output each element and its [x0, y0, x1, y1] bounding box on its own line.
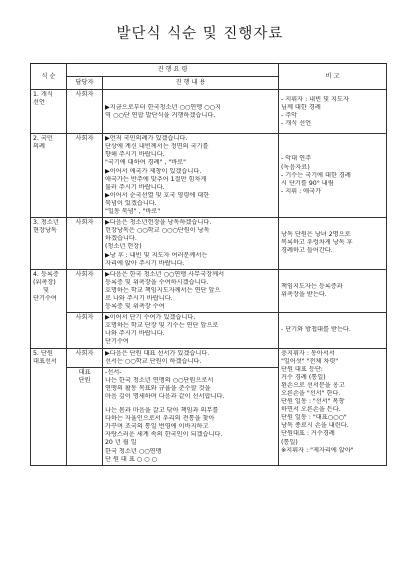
content-line: ▶다음은 청소년헌장을 낭독하겠습니다.: [105, 219, 212, 227]
content-line: ▶먼저 국민의례가 있겠습니다.: [105, 135, 188, 143]
content-line: ▶이어서 순국선열 및 호국 영령에 대한: [105, 191, 210, 199]
content-cell: [103, 269, 279, 312]
remarks-line: - 개식 선언: [281, 119, 312, 127]
order-line: 선언: [33, 99, 45, 107]
remarks-line: 충지휘자 : 동아서서: [281, 349, 335, 357]
content-line: 선서는 ○○학교 단원이 하겠습니다.: [105, 357, 202, 365]
content-line: 로 나와 주시기 바랍니다.: [105, 294, 173, 302]
content-line: 마음 깊이 명세하며 다음과 같이 선서합니다.: [105, 393, 225, 400]
remarks-line: ※지휘자 : "제자리에 앉아": [281, 446, 354, 454]
content-cell: [103, 348, 279, 367]
remarks-line: - 단기와 방첩대를 받는다.: [281, 326, 351, 334]
content-line: 역 ○○단 연합 발단식을 거행하겠습니다.: [105, 111, 216, 119]
order-line: 현장낭독: [33, 227, 57, 235]
table-row: [31, 269, 387, 312]
table-row: [31, 90, 387, 134]
order-line: 1. 개식: [33, 91, 53, 99]
order-line: 대표선서: [33, 357, 57, 365]
content-line: 애국가는 반주에 맞추어 1절만 힘차게: [105, 175, 207, 183]
content-line: 20 년 월 일: [105, 439, 137, 447]
content-cell: [103, 313, 279, 348]
header-content: 진 행 내 용: [103, 77, 279, 90]
header-remarks: 비 고: [279, 64, 387, 90]
content-line: 한국 청소년 ○○연맹: [105, 447, 162, 455]
content-line: 헌장낭독은 ○○학교 ○○○단원이 낭독: [105, 227, 210, 235]
content-line: "일동 묵념" , "바로": [105, 208, 161, 216]
content-line: 단기수여: [105, 338, 129, 346]
remarks-line: "일어섯" "전체 차렷": [281, 357, 339, 365]
content-line: 자랑스러운 세계 속의 한국인이 되겠습니다.: [105, 431, 223, 439]
remarks-cell: [279, 134, 387, 218]
person-cell: 사회자: [67, 134, 103, 218]
order-line: 의례: [33, 143, 45, 151]
order-cell: [31, 348, 67, 465]
person-cell: 사회자: [67, 90, 103, 134]
content-line: 향해 주시기 바랍니다.: [105, 151, 165, 159]
content-line: "국기에 대하여 경례" , "바로": [105, 159, 186, 167]
remarks-line: - 주악: [281, 111, 298, 119]
content-line: 단상에 계신 내빈께서는 정면의 국기를: [105, 143, 209, 151]
person-cell: 사회자: [67, 218, 103, 270]
content-line: 등록증 및 위촉장 수여: [105, 303, 165, 311]
order-line: 3. 청소년: [33, 219, 59, 227]
content-line: (청소년 헌장): [105, 243, 142, 251]
content-line: 가꾸며 조국의 통일 번영에 이바지하고: [105, 423, 209, 431]
order-cell: [31, 269, 67, 348]
content-line: 묵념이 있겠습니다.: [105, 199, 157, 207]
content-line: 불러 주시기 바랍니다.: [105, 183, 165, 191]
content-line: 연맹의 활동 목표와 규율을 준수할 것을: [105, 384, 211, 392]
order-cell: [31, 218, 67, 270]
remarks-line: 하면서 오른손을 든다.: [281, 406, 341, 414]
content-line: ▶낭 후 : 내빈 및 지도자 여러분께서는: [105, 251, 208, 259]
person-cell: 사회자: [67, 348, 103, 367]
person-cell: [67, 367, 103, 465]
content-line: 단 원 대 표 ○ ○ ○: [105, 455, 157, 463]
remarks-line: 목록하고 우렁차게 낭독 후: [281, 239, 353, 247]
remarks-line: - 지휘 : 애국가: [281, 187, 322, 195]
content-line: 나와 주시기 바랍니다.: [105, 330, 165, 338]
table-row: [31, 313, 387, 348]
remarks-line: 시 단기를 90° 내림: [281, 179, 334, 187]
order-line: 4. 등록증: [33, 270, 59, 278]
content-cell: [103, 218, 279, 270]
content-line: -선서-: [105, 368, 122, 376]
content-cell: [103, 90, 279, 134]
person-cell: 사회자: [67, 313, 103, 348]
person-line: 단원: [78, 376, 91, 384]
remarks-line: 오른손을 "선서" 한다.: [281, 390, 341, 397]
remarks-line: - 지휘자 : 내빈 및 지도자: [281, 95, 349, 103]
remarks-cell: [279, 348, 387, 465]
content-line: 등록증 및 위촉장을 수여하시겠습니다.: [105, 278, 209, 286]
person-cell: 사회자: [67, 269, 103, 312]
content-line: ▶이어서 단기 수여가 있겠습니다.: [105, 314, 196, 322]
remarks-cell: [279, 313, 387, 348]
content-cell: [103, 134, 279, 218]
remarks-line: 님께 대한 경례: [281, 103, 321, 111]
remarks-line: 왼손으로 선서문을 옹고: [281, 381, 345, 389]
table-row: [31, 348, 387, 367]
content-line: 나는 몸과 마음을 갈고 닦아 책임과 의무를: [105, 407, 219, 415]
remarks-cell: [279, 218, 387, 270]
remarks-line: 단원 대표 등단:: [281, 365, 323, 373]
content-line: 다하는 자율인으로서 우리의 전통을 찾아: [105, 415, 215, 423]
table-row: [31, 218, 387, 270]
content-line: ▶다음은 단원 대표 선서가 있겠습니다.: [105, 349, 210, 357]
content-line: 자리에 앉아 주시기 바랍니다.: [105, 259, 185, 267]
remarks-line: 경례하고 들어간다.: [281, 247, 333, 255]
content-line: ▶이어서 애국가 제창이 있겠습니다.: [105, 167, 202, 175]
order-line: 5. 단원: [33, 349, 53, 357]
content-line: ▶지금으로부터 한국청소년 ○○연맹 ○○지: [105, 103, 221, 111]
remarks-cell: [279, 269, 387, 312]
content-line: 호명하는 학교 단장 및 기수는 연단 앞으로: [105, 322, 219, 330]
remarks-line: 책임지도자는 등록증과: [281, 282, 343, 290]
remarks-line: (녹음자료): [281, 163, 310, 171]
order-line: 및: [43, 286, 49, 294]
page-title: 발단식 식순 및 진행자료: [116, 26, 284, 42]
remarks-cell: [279, 90, 387, 134]
remarks-line: 단원 일동 : "대표○○○": [281, 414, 347, 422]
order-cell: [31, 134, 67, 218]
remarks-line: 단원대표 : 거수경례: [281, 430, 335, 438]
ceremony-program-table: [30, 63, 387, 466]
header-order: 식 순: [31, 64, 67, 90]
remarks-line: - 기수는 국기에 대한 경례: [281, 171, 351, 179]
table-row: [31, 134, 387, 218]
content-cell: [103, 367, 279, 465]
content-line: 하겠습니다.: [105, 235, 137, 243]
remarks-line: 낭독 단원은 낭녀 2명으로: [281, 231, 351, 239]
order-cell: [31, 90, 67, 134]
remarks-line: 거수 경례 (통일): [281, 373, 326, 381]
header-person: 담당자: [67, 77, 103, 90]
remarks-line: 낭독 종료시 손을 내린다.: [281, 422, 349, 430]
order-line: 단기수여: [33, 294, 57, 302]
header-progress: 진 행 요 령: [67, 64, 279, 77]
remarks-line: - 악대 연주: [281, 155, 312, 163]
order-line: (위촉장): [33, 278, 56, 286]
remarks-line: 단원 일동 : "선서" 복창: [281, 398, 345, 406]
person-line: 대표: [78, 368, 91, 376]
order-line: 2. 국민: [33, 135, 53, 143]
content-line: 호명하는 학교 책임지도자께서는 연단 앞으: [105, 286, 221, 294]
content-line: 나는 한국 청소년 연맹의 ○○단원으로서: [105, 376, 214, 384]
content-line: ▶다음은 한국 청소년 ○○연맹 사무국장께서: [105, 270, 225, 278]
remarks-line: (통일): [281, 438, 298, 446]
remarks-line: 위촉장을 받는다.: [281, 290, 327, 298]
